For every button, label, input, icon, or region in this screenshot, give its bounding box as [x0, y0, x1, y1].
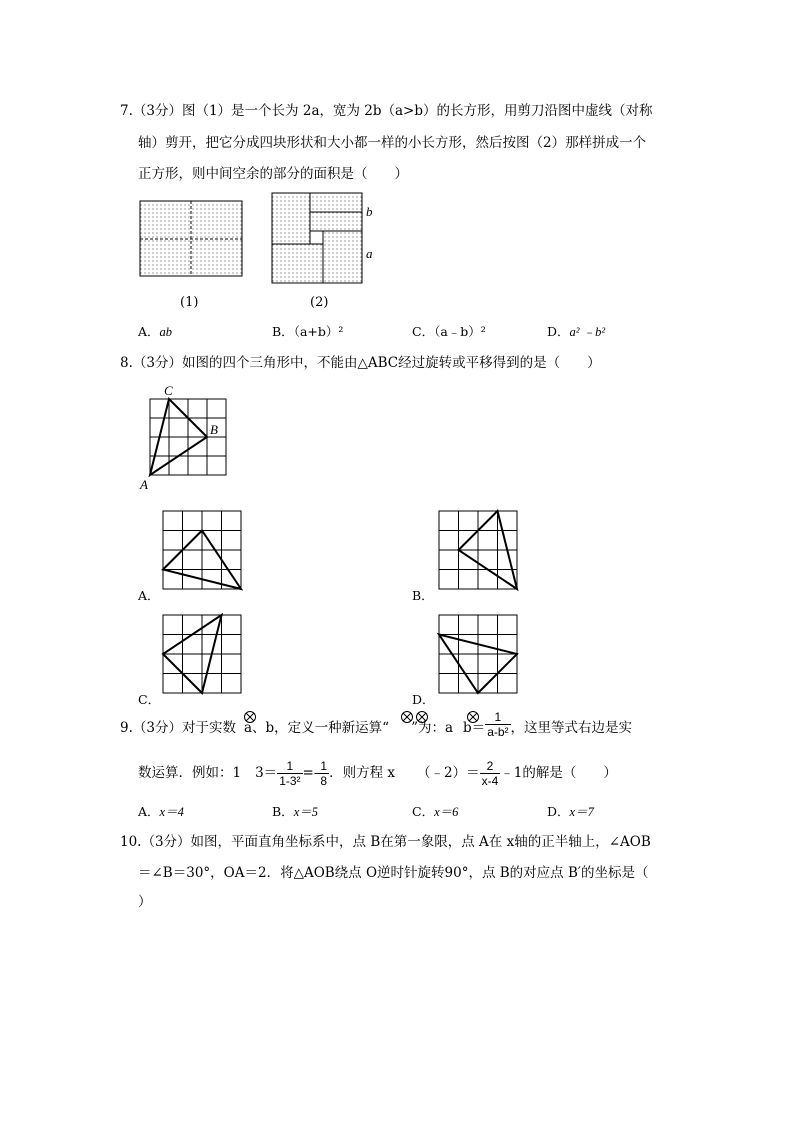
denominator: a-b² [487, 725, 509, 739]
q9-option-c[interactable] [412, 802, 458, 820]
q9-text: ﹣1的解是（ ） [500, 765, 617, 781]
denominator: 8 [320, 774, 328, 788]
q9-text: b＝ [463, 720, 486, 736]
q9-text: 9.（3分）对于实数 [120, 720, 236, 736]
option-letter: B． [272, 804, 294, 819]
option-letter: C． [412, 804, 435, 819]
q8-option-c[interactable]: C． [138, 692, 161, 707]
q7-label-a: a [366, 246, 373, 261]
q9-text: ，这里等式右边是实 [510, 720, 633, 736]
option-letter: D． [547, 804, 570, 819]
q9-fraction-eq [480, 759, 501, 788]
q9-fraction-def [485, 710, 510, 739]
numerator: 1 [320, 759, 328, 773]
option-text: a² ﹣b² [569, 325, 606, 339]
option-letter: A． [138, 324, 160, 339]
q9-text: （﹣2）＝ [417, 765, 480, 781]
option-text: ab [159, 325, 173, 339]
q9-line2 [138, 759, 617, 788]
option-letter: D． [547, 324, 570, 339]
q9-text: 数运算．例如：1 [138, 765, 242, 781]
q8-option-b[interactable]: B． [412, 588, 434, 603]
q9-option-b[interactable] [272, 802, 318, 820]
q9-option-d[interactable] [547, 802, 594, 820]
numerator: 1 [277, 759, 302, 774]
q10-line2: ＝∠B＝30°，OA＝2．将△AOB绕点 O逆时针旋转90°，点 B的对应点 B′的坐标是（ [138, 865, 649, 881]
q7-label-b: b [366, 204, 373, 219]
q9-text: ．则方程 x [329, 765, 395, 781]
denominator: 1-3² [279, 774, 301, 788]
option-text: x＝6 [434, 805, 459, 819]
q9-line1 [120, 710, 633, 739]
q9-fraction-ex1 [277, 759, 302, 788]
option-text: （a﹣b）² [434, 324, 486, 339]
q9-text: a、b，定义一种新运算“ [243, 720, 390, 736]
denominator: x-4 [481, 774, 499, 788]
q8-label-b: B [210, 422, 218, 437]
q9-text: 3＝ [255, 765, 278, 781]
q8-label-a: A [140, 477, 148, 492]
option-text: x＝5 [293, 805, 318, 819]
q8-option-a[interactable]: A． [138, 588, 160, 603]
option-text: （a+b）² [293, 324, 344, 339]
q10-line1: 10.（3分）如图，平面直角坐标系中，点 B在第一象限，点 A在 x轴的正半轴上，∠AOB [120, 834, 651, 850]
q8-label-c: C [164, 383, 173, 398]
option-letter: B． [272, 324, 294, 339]
q8-line1: 8.（3分）如图的四个三角形中，不能由△ABC经过旋转或平移得到的是（ ） [120, 355, 601, 371]
q7-line2: 轴）剪开，把它分成四块形状和大小都一样的小长方形，然后按图（2）那样拼成一个 [138, 135, 647, 151]
q10-line3: ） [138, 894, 152, 910]
option-text: x＝7 [569, 805, 594, 819]
option-letter: C． [412, 324, 435, 339]
q7-fig2-caption: (2) [310, 295, 329, 310]
q7-fig1-caption: (1) [180, 295, 199, 310]
numerator: 1 [485, 710, 510, 725]
q7-line3: 正方形，则中间空余的部分的面积是（ ） [138, 166, 408, 182]
q9-text: ”为：a [411, 720, 454, 736]
q9-text: =- [302, 765, 319, 781]
q7-line1: 7.（3分）图（1）是一个长为 2a，宽为 2b（a>b）的长方形，用剪刀沿图中虚线（对称 [120, 103, 653, 119]
option-text: x＝4 [159, 805, 184, 819]
q8-option-d[interactable]: D． [412, 692, 435, 707]
numerator: 2 [480, 759, 501, 774]
q9-option-a[interactable] [138, 802, 184, 820]
option-letter: A． [138, 804, 160, 819]
q9-fraction-ex2 [318, 759, 329, 788]
